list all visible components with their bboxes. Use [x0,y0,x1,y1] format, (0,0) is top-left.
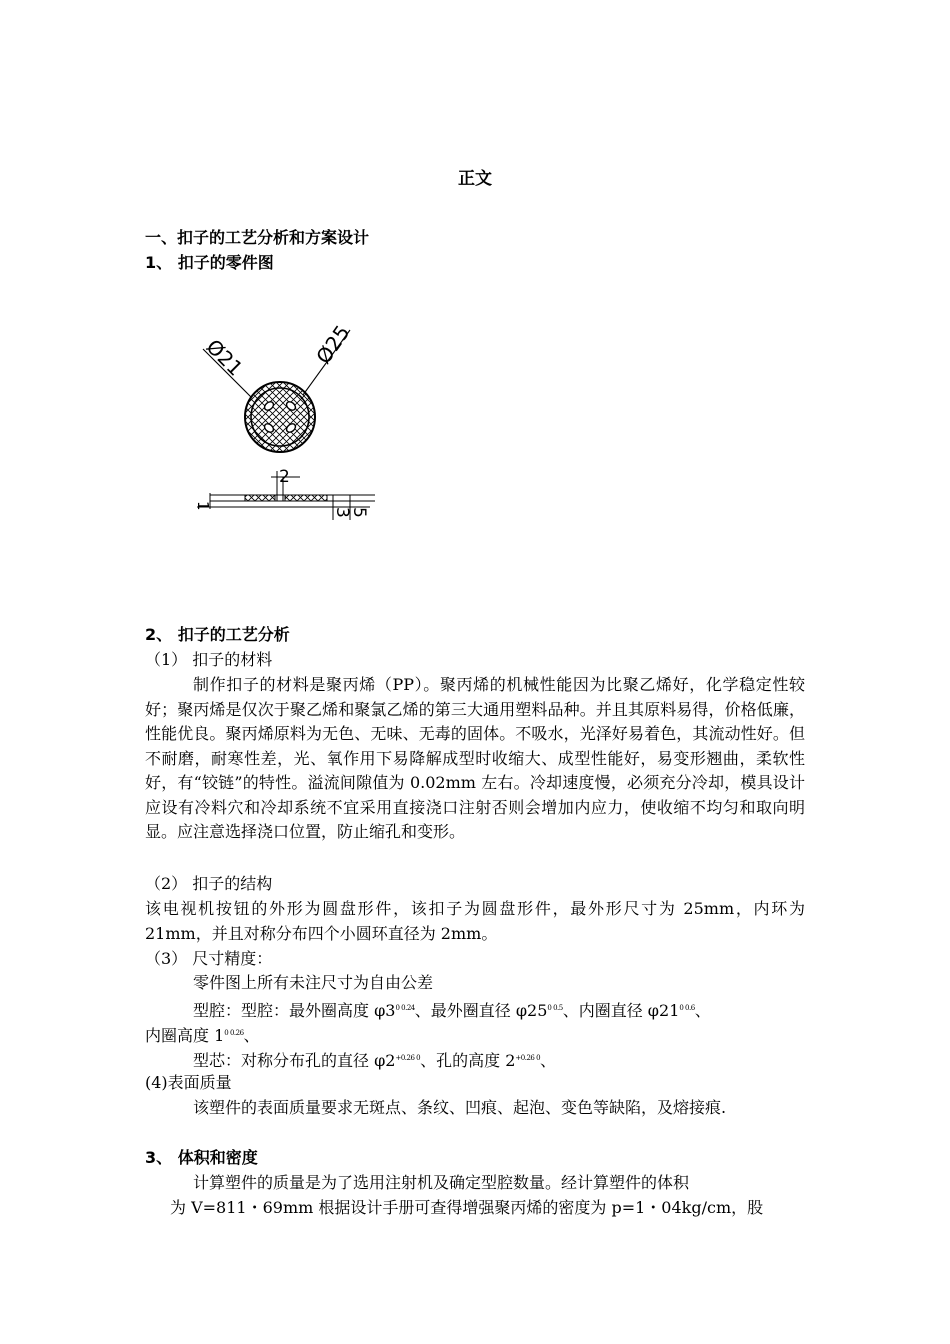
part-drawing [185,305,395,534]
cavity-tol-1: 0 0.24 [395,1004,415,1012]
cavity-tolerances [193,996,853,1023]
item4-body: 该塑件的表面质量要求无斑点、条纹、凹痕、起泡、变色等缺陷，及熔接痕. [193,1098,727,1117]
cavity-tol-2: 0 0.5 [547,1004,563,1012]
section-heading: 一、扣子的工艺分析和方案设计 [145,228,370,247]
item3-title: （3） 尺寸精度： [145,949,273,968]
cavity-tol-3: 0 0.6 [679,1004,695,1012]
item3-line1: 零件图上所有未注尺寸为自由公差 [193,973,434,992]
cavity-label: 型腔：型腔：最外圈高度 φ3 [193,1001,396,1020]
item2-body: 该电视机按钮的外形为圆盘形件，该扣子为圆盘形件，最外形尺寸为 25mm，内环为 21mm，并且对称分布四个小圆环直径为 2mm。 [145,899,805,943]
core-mid: 、孔的高度 2 [420,1051,516,1070]
dim-3-label: 3 [332,507,352,518]
item4-title: (4)表面质量 [145,1073,232,1092]
cavity-mid-2: 、内圈直径 φ21 [562,1001,680,1020]
item2-title: （2） 扣子的结构 [145,874,273,893]
cavity-end: 、 [694,1001,711,1020]
cavity-line2-end: 、 [243,1026,260,1045]
volume-line2: 为 V=811・69mm 根据设计手册可查得增强聚丙烯的密度为 p=1・04kg/cm，股 [170,1198,764,1217]
subsection-heading-analysis: 2、 扣子的工艺分析 [145,625,290,644]
core-tol-1: +0.26 0 [395,1054,421,1062]
subsection-heading-drawing: 1、 扣子的零件图 [145,253,274,272]
item1-body: 制作扣子的材料是聚丙烯（PP）。聚丙烯的机械性能因为比聚乙烯好，化学稳定性较好；聚丙烯是仅次于聚乙烯和聚氯乙烯的第三大通用塑料品种。并且其原料易得，价格低廉，性能优良。聚丙烯原料为无色、无味、无毒的固体。不吸水，光泽好易着色，其流动性好。但不耐磨，耐寒性差，光、氧作用下易降解成型时收缩大、成型性能好，易变形翘曲，柔软性好，有“铰链”的特性。溢流间隙值为 0.02mm 左右。冷却速度慢，必须充分冷却，模具设计应设有冷料穴和冷却系统不宜采用直接浇口注射否则会增加内应力，使收缩不均匀和取向明显。应注意选择浇口位置，防止缩孔和变形。 [145,675,805,841]
cavity-line2-label: 内圈高度 1 [145,1026,225,1045]
page-title: 正文 [458,169,492,189]
core-label: 型芯：对称分布孔的直径 φ2 [193,1051,396,1070]
dim-2-label: 2 [279,467,290,487]
core-tolerances [193,1046,853,1073]
dim-1-label: 1 [194,501,212,511]
section-left [245,495,275,501]
dim-phi21-label: Ø21 [201,334,248,381]
subsection-heading-volume: 3、 体积和密度 [145,1148,258,1167]
cavity-tolerances-line2 [145,1021,805,1048]
section-right [285,495,327,501]
core-end: 、 [540,1051,557,1070]
cavity-mid-1: 、最外圈直径 φ25 [414,1001,548,1020]
dim-phi25-label: Ø25 [311,320,355,369]
dim-5-label: 5 [349,507,369,518]
item1-title: （1） 扣子的材料 [145,650,273,669]
cavity-tol-4: 0 0.26 [224,1029,244,1037]
volume-line1: 计算塑件的质量是为了选用注射机及确定型腔数量。经计算塑件的体积 [193,1173,690,1192]
core-tol-2: +0.26 0 [515,1054,541,1062]
